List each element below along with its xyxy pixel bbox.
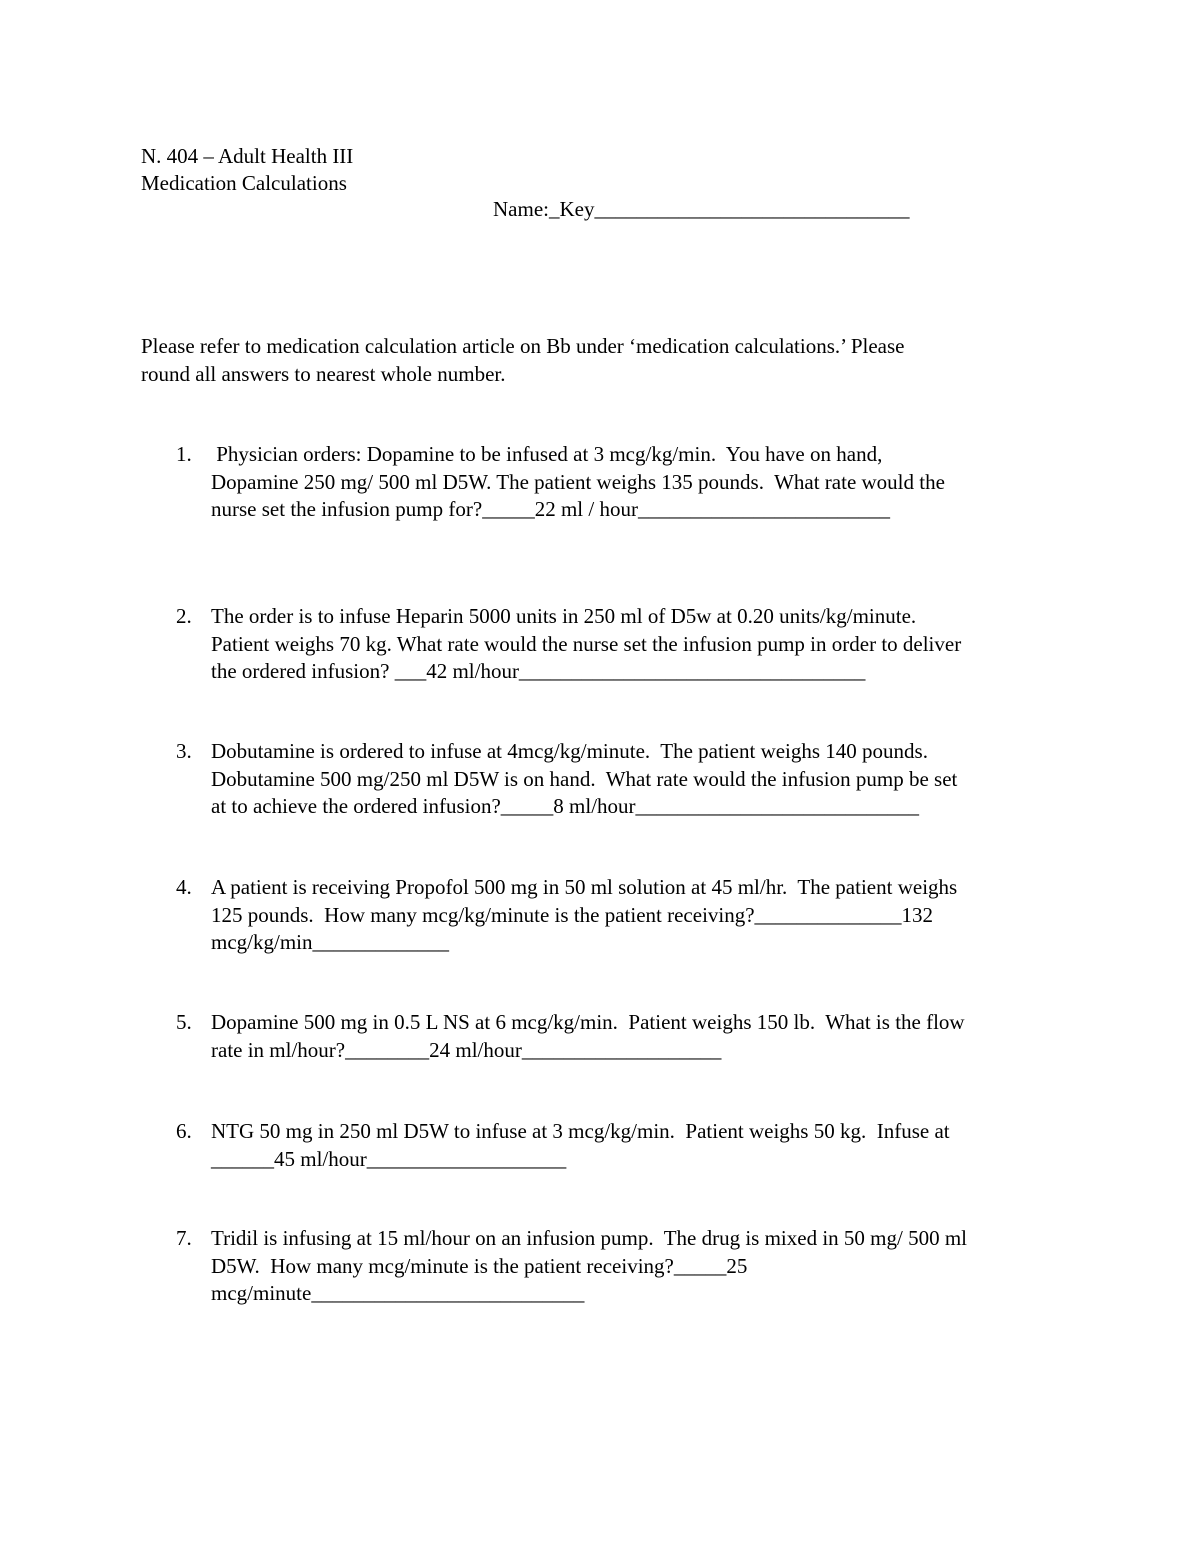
- name-field: Name:_Key______________________________: [493, 197, 910, 221]
- question-line: A patient is receiving Propofol 500 mg in 50 ml solution at 45 ml/hr. The patient weighs: [211, 875, 958, 899]
- question-line: The order is to infuse Heparin 5000 units in 250 ml of D5w at 0.20 units/kg/minute.: [211, 604, 917, 628]
- question-number: 7.: [176, 1226, 192, 1250]
- question-text: [211, 1118, 1071, 1173]
- question-number: 1.: [176, 442, 192, 466]
- question-line: Dobutamine 500 mg/250 ml D5W is on hand. What rate would the infusion pump be set: [211, 766, 958, 791]
- question-line: mcg/kg/min_____________: [211, 930, 449, 954]
- instructions-line-2: round all answers to nearest whole number.: [141, 362, 506, 386]
- question-text: [211, 603, 1071, 686]
- question-line: at to achieve the ordered infusion?_____8 ml/hour___________________________: [211, 794, 920, 818]
- question-line: ______45 ml/hour___________________: [211, 1146, 567, 1171]
- question-number: 5.: [176, 1010, 192, 1034]
- course-title: N. 404 – Adult Health III: [141, 144, 354, 168]
- question-text: [211, 1225, 1071, 1308]
- document-subject: Medication Calculations: [141, 171, 347, 195]
- question-line: nurse set the infusion pump for?_____22 ml / hour________________________: [211, 497, 890, 521]
- instructions-line-1: Please refer to medication calculation article on Bb under ‘medication calculations.’ Please: [141, 334, 905, 358]
- question-number: 3.: [176, 739, 192, 763]
- question-text: [211, 1009, 1071, 1064]
- question-line: rate in ml/hour?________24 ml/hour___________________: [211, 1037, 722, 1062]
- question-line: the ordered infusion? ___42 ml/hour_________________________________: [211, 659, 866, 683]
- question-number: 6.: [176, 1119, 192, 1143]
- question-line: Dopamine 500 mg in 0.5 L NS at 6 mcg/kg/min. Patient weighs 150 lb. What is the flow: [211, 1010, 965, 1034]
- question-line: NTG 50 mg in 250 ml D5W to infuse at 3 mcg/kg/min. Patient weighs 50 kg. Infuse at: [211, 1119, 950, 1143]
- question-number: 2.: [176, 604, 192, 628]
- question-line: Dopamine 250 mg/ 500 ml D5W. The patient weighs 135 pounds. What rate would the: [211, 469, 945, 494]
- question-text: [211, 738, 1071, 821]
- question-text: [211, 874, 1071, 957]
- question-line: D5W. How many mcg/minute is the patient receiving?_____25: [211, 1253, 748, 1278]
- question-line: Physician orders: Dopamine to be infused at 3 mcg/kg/min. You have on hand,: [211, 442, 883, 466]
- question-line: mcg/minute__________________________: [211, 1281, 585, 1305]
- question-line: Patient weighs 70 kg. What rate would the nurse set the infusion pump in order to deliver: [211, 631, 962, 656]
- question-line: Tridil is infusing at 15 ml/hour on an infusion pump. The drug is mixed in 50 mg/ 500 ml: [211, 1226, 967, 1250]
- question-number: 4.: [176, 875, 192, 899]
- question-line: 125 pounds. How many mcg/kg/minute is the patient receiving?______________132: [211, 902, 934, 927]
- question-line: Dobutamine is ordered to infuse at 4mcg/kg/minute. The patient weighs 140 pounds.: [211, 739, 928, 763]
- question-text: [211, 441, 1071, 524]
